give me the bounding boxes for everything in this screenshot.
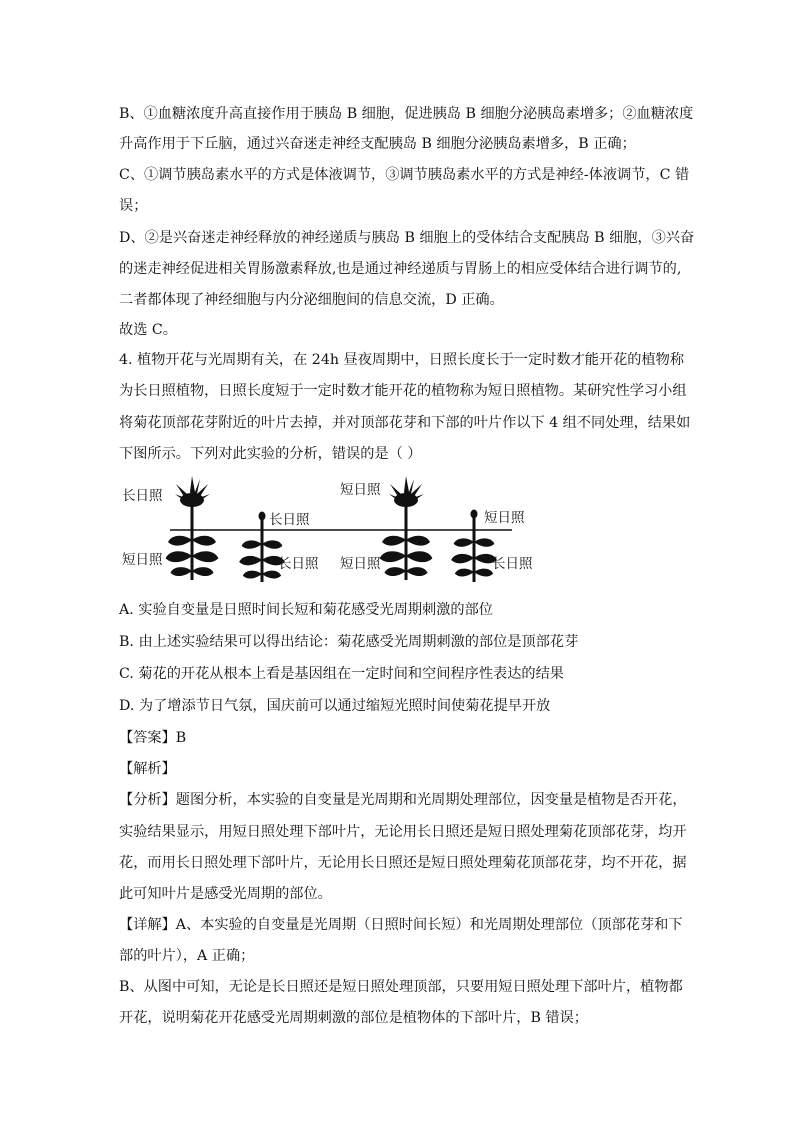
label-long-day-top-1: 长日照: [122, 488, 163, 504]
label-short-day-top-4: 短日照: [484, 510, 525, 526]
question-stem-line: 将菊花顶部花芽附近的叶片去掉，并对顶部花芽和下部的叶片作以下 4 组不同处理，结果如: [119, 415, 691, 431]
label-long-day-top-2: 长日照: [269, 512, 310, 528]
analysis-line: 实验结果显示，用短日照处理下部叶片，无论用长日照还是短日照处理菊花顶部花芽，均开: [119, 824, 687, 840]
label-short-day-bottom-3: 短日照: [340, 556, 381, 572]
text-line: C、①调节胰岛素水平的方式是体液调节，③调节胰岛素水平的方式是神经-体液调节，C 错: [119, 167, 690, 183]
text-line: D、②是兴奋迷走神经释放的神经递质与胰岛 B 细胞上的受体结合支配胰岛 B 细胞，③兴奋: [119, 230, 695, 246]
analysis-line: 此可知叶片是感受光周期的部位。: [119, 886, 332, 902]
text-line: 二者都体现了神经细胞与内分泌细胞间的信息交流，D 正确。: [119, 292, 504, 308]
text-line: 升高作用于下丘脑，通过兴奋迷走神经支配胰岛 B 细胞分泌胰岛素增多，B 正确；: [119, 136, 636, 152]
text-line: 故选 C。: [119, 322, 177, 338]
label-long-day-bottom-4: 长日照: [492, 556, 533, 572]
question-stem-line: 4. 植物开花与光周期有关，在 24h 昼夜周期中，日照长度长于一定时数才能开花的植物称: [119, 352, 685, 368]
detail-line: 部的叶片），A 正确；: [119, 948, 255, 964]
text-line: B、①血糖浓度升高直接作用于胰岛 B 细胞，促进胰岛 B 细胞分泌胰岛素增多；②血糖浓度: [119, 106, 694, 122]
option-c: C. 菊花的开花从根本上看是基因组在一定时间和空间程序性表达的结果: [119, 666, 564, 682]
option-d: D. 为了增添节日气氛，国庆前可以通过缩短光照时间使菊花提早开放: [119, 698, 551, 714]
figure-drawing: [118, 474, 548, 586]
text-line: 的迷走神经促进相关胃肠激素释放,也是通过神经递质与胃肠上的相应受体结合进行调节的,: [119, 261, 682, 277]
question-stem-line: 下图所示。下列对此实验的分析，错误的是（ ）: [119, 446, 422, 462]
label-long-day-bottom-2: 长日照: [278, 556, 319, 572]
option-b: B. 由上述实验结果可以得出结论：菊花感受光周期刺激的部位是顶部花芽: [119, 634, 579, 650]
detail-line: 开花，说明菊花开花感受光周期刺激的部位是植物体的下部叶片，B 错误；: [119, 1010, 588, 1026]
detail-line: 【详解】A、本实验的自变量是光周期（日照时间长短）和光周期处理部位（顶部花芽和下: [119, 917, 683, 933]
question-stem-line: 为长日照植物，日照长度短于一定时数才能开花的植物称为短日照植物。某研究性学习小组: [119, 383, 687, 399]
analysis-line: 【分析】题图分析，本实验的自变量是光周期和光周期处理部位，因变量是植物是否开花，: [119, 792, 687, 808]
label-short-day-bottom-1: 短日照: [122, 552, 163, 568]
text-line: 误；: [119, 198, 148, 214]
option-a: A. 实验自变量是日照时间长短和菊花感受光周期刺激的部位: [119, 602, 493, 618]
analysis-line: 花，而用长日照处理下部叶片，无论用长日照还是短日照处理菊花顶部花芽，均不开花，据: [119, 855, 687, 871]
plant-group-3: [380, 476, 433, 580]
analysis-heading: 【解析】: [119, 761, 176, 777]
chrysanthemum-figure: [118, 474, 548, 586]
detail-line: B、从图中可知，无论是长日照还是短日照处理顶部，只要用短日照处理下部叶片，植物都: [119, 979, 683, 995]
label-short-day-top-3: 短日照: [340, 482, 381, 498]
plant-group-1: [166, 476, 219, 580]
answer-line: 【答案】B: [119, 730, 187, 746]
